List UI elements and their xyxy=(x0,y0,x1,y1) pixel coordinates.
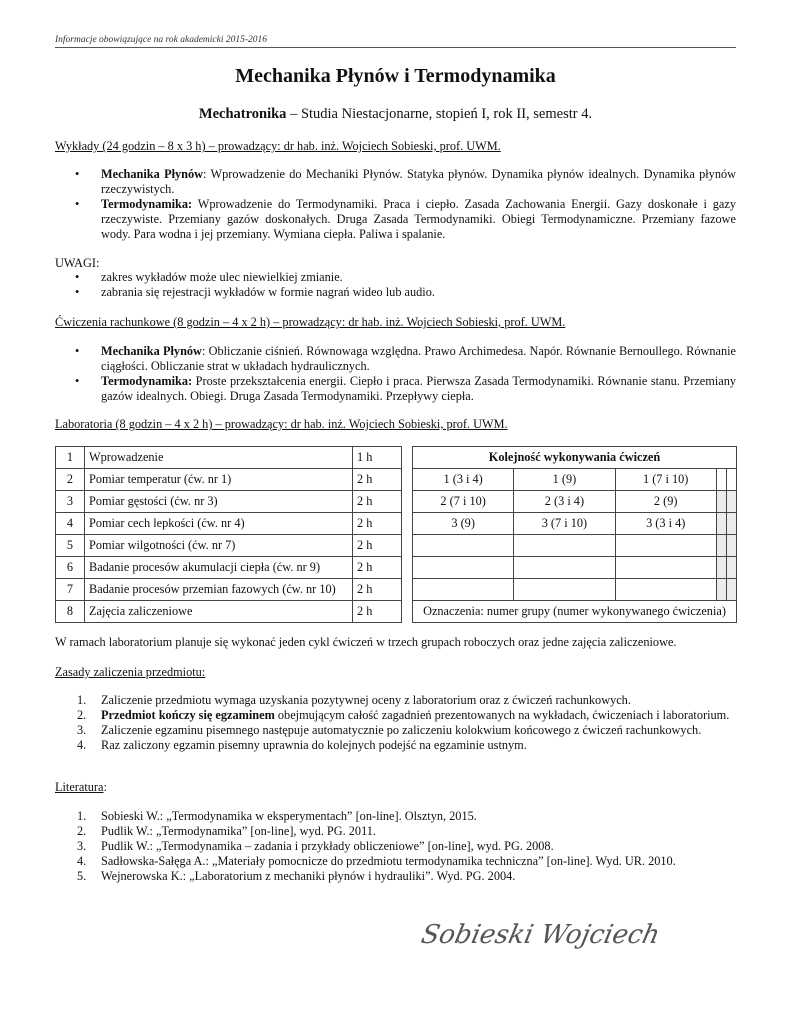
list-item xyxy=(55,197,736,242)
order-cell xyxy=(615,579,716,601)
labs-table xyxy=(55,446,402,623)
table-row xyxy=(413,491,737,513)
rules-list xyxy=(55,693,736,753)
list-number: 4. xyxy=(77,854,87,868)
labs-note: W ramach laboratorium planuje się wykonać jeden cykl ćwiczeń w trzech grupach roboczych oraz jedne zajęcia zaliczeniowe. xyxy=(55,635,677,649)
page-header: Informacje obowiązujące na rok akademicki 2015-2016 xyxy=(55,35,736,48)
list-item-bold: Mechanika Płynów xyxy=(101,344,202,358)
rules-heading-text: Zasady zaliczenia przedmiotu: xyxy=(55,665,206,679)
list-number: 3. xyxy=(77,839,87,853)
list-item-bold: Przedmiot kończy się egzaminem xyxy=(101,708,275,722)
order-cell: 2 (3 i 4) xyxy=(514,491,615,513)
lab-number: 3 xyxy=(56,491,85,513)
list-number: 4. xyxy=(77,738,87,752)
lab-number: 7 xyxy=(56,579,85,601)
literature-heading-colon: : xyxy=(103,780,107,794)
lab-hours: 2 h xyxy=(353,491,402,513)
list-item: • zakres wykładów może ulec niewielkiej zmianie. xyxy=(55,270,736,285)
labs-heading xyxy=(55,417,736,432)
table-row xyxy=(56,447,402,469)
list-item-text: Sobieski W.: „Termodynamika w eksperymentach” [on-line]. Olsztyn, 2015. xyxy=(101,809,477,823)
list-item-text: Raz zaliczony egzamin pisemny uprawnia do kolejnych podejść na egzaminie ustnym. xyxy=(101,738,527,752)
exercises-heading-text: Ćwiczenia rachunkowe (8 godzin – 4 x 2 h) – prowadzący: dr hab. inż. Wojciech Sobieski, prof. UWM. xyxy=(55,315,566,329)
table-row xyxy=(413,601,737,623)
order-cell: 2 (7 i 10) xyxy=(413,491,514,513)
order-cell xyxy=(514,557,615,579)
lab-topic: Badanie procesów przemian fazowych (ćw. nr 10) xyxy=(85,579,353,601)
table-row xyxy=(56,601,402,623)
list-item-text: : Wprowadzenie do Mechaniki Płynów. Statyka płynów. Dynamika płynów idealnych. Dynamika płynów rzeczywistych. xyxy=(101,167,736,196)
list-item xyxy=(55,167,736,197)
order-cell: 3 (7 i 10) xyxy=(514,513,615,535)
list-item xyxy=(55,344,736,374)
lab-hours: 2 h xyxy=(353,579,402,601)
order-cell xyxy=(726,491,736,513)
order-cell: 1 (3 i 4) xyxy=(413,469,514,491)
lab-topic: Pomiar gęstości (ćw. nr 3) xyxy=(85,491,353,513)
order-cell xyxy=(413,579,514,601)
list-item xyxy=(55,824,736,839)
table-row xyxy=(413,557,737,579)
list-item-bold: Termodynamika: xyxy=(101,374,193,388)
list-item xyxy=(55,738,736,753)
list-item-text: Sadłowska-Sałęga A.: „Materiały pomocnicze do przedmiotu termodynamika techniczna” [on-line]. Wyd. UR. 2010. xyxy=(101,854,676,868)
lab-number: 4 xyxy=(56,513,85,535)
page-title: Mechanika Płynów i Termodynamika xyxy=(235,65,556,87)
order-cell xyxy=(726,535,736,557)
table-row xyxy=(56,579,402,601)
lab-topic: Badanie procesów akumulacji ciepła (ćw. nr 9) xyxy=(85,557,353,579)
notes-list xyxy=(55,270,736,300)
list-item xyxy=(55,854,736,869)
order-cell xyxy=(726,513,736,535)
list-number: 1. xyxy=(77,693,87,707)
notes-heading: UWAGI: xyxy=(55,256,100,270)
order-cell: 3 (9) xyxy=(413,513,514,535)
lab-hours: 2 h xyxy=(353,513,402,535)
signature-text: Sobieski Wojciech xyxy=(418,920,663,950)
list-item xyxy=(55,723,736,738)
table-row xyxy=(56,535,402,557)
list-item-text: : Obliczanie ciśnień. Równowaga względna. Prawo Archimedesa. Napór. Równanie Bernoullego. Równanie ciągłości. Obliczanie strat w układach hydraulicznych. xyxy=(101,344,736,373)
lab-hours: 2 h xyxy=(353,557,402,579)
order-cell xyxy=(716,535,726,557)
order-cell xyxy=(615,557,716,579)
list-item xyxy=(55,708,736,723)
table-row xyxy=(413,535,737,557)
list-item xyxy=(55,374,736,404)
list-number: 2. xyxy=(77,708,87,722)
lab-hours: 2 h xyxy=(353,601,402,623)
table-row xyxy=(56,557,402,579)
list-item-text: Zaliczenie przedmiotu wymaga uzyskania pozytywnej oceny z laboratorium oraz z ćwiczeń rachunkowych. xyxy=(101,693,631,707)
list-item-text: obejmującym całość zagadnień prezentowanych na wykładach, ćwiczeniach i laboratorium. xyxy=(274,708,730,722)
table-row xyxy=(56,469,402,491)
lab-topic: Pomiar cech lepkości (ćw. nr 4) xyxy=(85,513,353,535)
list-item xyxy=(55,809,736,824)
order-cell xyxy=(726,557,736,579)
lab-topic: Pomiar temperatur (ćw. nr 1) xyxy=(85,469,353,491)
labs-heading-text: Laboratoria (8 godzin – 4 x 2 h) – prowadzący: dr hab. inż. Wojciech Sobieski, prof. UWM. xyxy=(55,417,508,431)
order-cell xyxy=(716,513,726,535)
list-number: 2. xyxy=(77,824,87,838)
order-cell: 2 (9) xyxy=(615,491,716,513)
lectures-heading-text: Wykłady (24 godzin – 8 x 3 h) – prowadzący: dr hab. inż. Wojciech Sobieski, prof. UWM. xyxy=(55,139,501,153)
exercises-list xyxy=(55,344,736,404)
order-cell xyxy=(413,557,514,579)
lab-hours: 1 h xyxy=(353,447,402,469)
subtitle-rest: – Studia Niestacjonarne, stopień I, rok II, semestr 4. xyxy=(286,106,593,122)
order-cell: 3 (3 i 4) xyxy=(615,513,716,535)
rules-heading xyxy=(55,665,736,680)
list-item: • zabrania się rejestracji wykładów w formie nagrań wideo lub audio. xyxy=(55,285,736,300)
order-cell xyxy=(716,557,726,579)
lab-topic: Zajęcia zaliczeniowe xyxy=(85,601,353,623)
order-cell: 1 (9) xyxy=(514,469,615,491)
lab-topic: Wprowadzenie xyxy=(85,447,353,469)
lab-hours: 2 h xyxy=(353,469,402,491)
literature-list xyxy=(55,809,736,884)
table-row xyxy=(56,491,402,513)
exercises-heading xyxy=(55,315,736,330)
order-cell xyxy=(514,535,615,557)
list-item-text: Zaliczenie egzaminu pisemnego następuje automatycznie po zaliczeniu kolokwium końcowego z ćwiczeń rachunkowych. xyxy=(101,723,702,737)
lab-number: 8 xyxy=(56,601,85,623)
lectures-list xyxy=(55,167,736,242)
lab-number: 1 xyxy=(56,447,85,469)
list-item xyxy=(55,869,736,884)
order-cell xyxy=(413,535,514,557)
lectures-heading xyxy=(55,139,736,154)
table-row xyxy=(56,513,402,535)
list-item-text: Proste przekształcenia energii. Ciepło i praca. Pierwsza Zasada Termodynamiki. Równanie stanu. Przemiany gazów idealnych. Obiegi. Druga Zasada Termodynamiki. Przepływy ciepła. xyxy=(101,374,736,403)
order-cell xyxy=(726,579,736,601)
list-item-text: Pudlik W.: „Termodynamika” [on-line], wyd. PG. 2011. xyxy=(101,824,376,838)
order-cell xyxy=(716,579,726,601)
lab-hours: 2 h xyxy=(353,535,402,557)
lab-number: 5 xyxy=(56,535,85,557)
list-number: 1. xyxy=(77,809,87,823)
list-item-text: Pudlik W.: „Termodynamika – zadania i przykłady obliczeniowe” [on-line], wyd. PG. 2008. xyxy=(101,839,554,853)
list-item-text: Wejnerowska K.: „Laboratorium z mechaniki płynów i hydrauliki”. Wyd. PG. 2004. xyxy=(101,869,516,883)
order-cell xyxy=(716,469,726,491)
list-item-bold: Mechanika Płynów xyxy=(101,167,204,181)
signature xyxy=(418,910,663,960)
order-cell xyxy=(726,469,736,491)
order-cell: 1 (7 i 10) xyxy=(615,469,716,491)
list-number: 3. xyxy=(77,723,87,737)
list-item-bold: Termodynamika: xyxy=(101,197,193,211)
order-cell xyxy=(716,491,726,513)
table-row xyxy=(413,513,737,535)
subtitle-program: Mechatronika xyxy=(198,106,287,122)
order-cell xyxy=(615,535,716,557)
order-legend: Oznaczenia: numer grupy (numer wykonywanego ćwiczenia) xyxy=(413,601,737,623)
list-item-text: Wprowadzenie do Termodynamiki. Praca i ciepło. Zasada Zachowania Energii. Gazy doskonałe i gazy rzeczywiste. Przemiany gazów doskonałych. Druga Zasada Termodynamiki. Obiegi Termodynamiczne. Przemiany fazowe wody. Para wodna i jej przemiany. Wymiana ciepła. Paliwa i spalanie. xyxy=(101,197,736,241)
order-cell xyxy=(514,579,615,601)
lab-topic: Pomiar wilgotności (ćw. nr 7) xyxy=(85,535,353,557)
list-item xyxy=(55,839,736,854)
list-number: 5. xyxy=(77,869,87,883)
page-subtitle xyxy=(0,106,791,123)
order-table-title: Kolejność wykonywania ćwiczeń xyxy=(413,447,737,469)
literature-heading xyxy=(55,780,736,795)
lab-number: 6 xyxy=(56,557,85,579)
literature-heading-text: Literatura xyxy=(55,780,104,794)
order-table xyxy=(412,446,737,623)
table-row xyxy=(413,469,737,491)
list-item xyxy=(55,693,736,708)
table-row xyxy=(413,579,737,601)
lab-number: 2 xyxy=(56,469,85,491)
signature-handwriting xyxy=(418,910,663,955)
